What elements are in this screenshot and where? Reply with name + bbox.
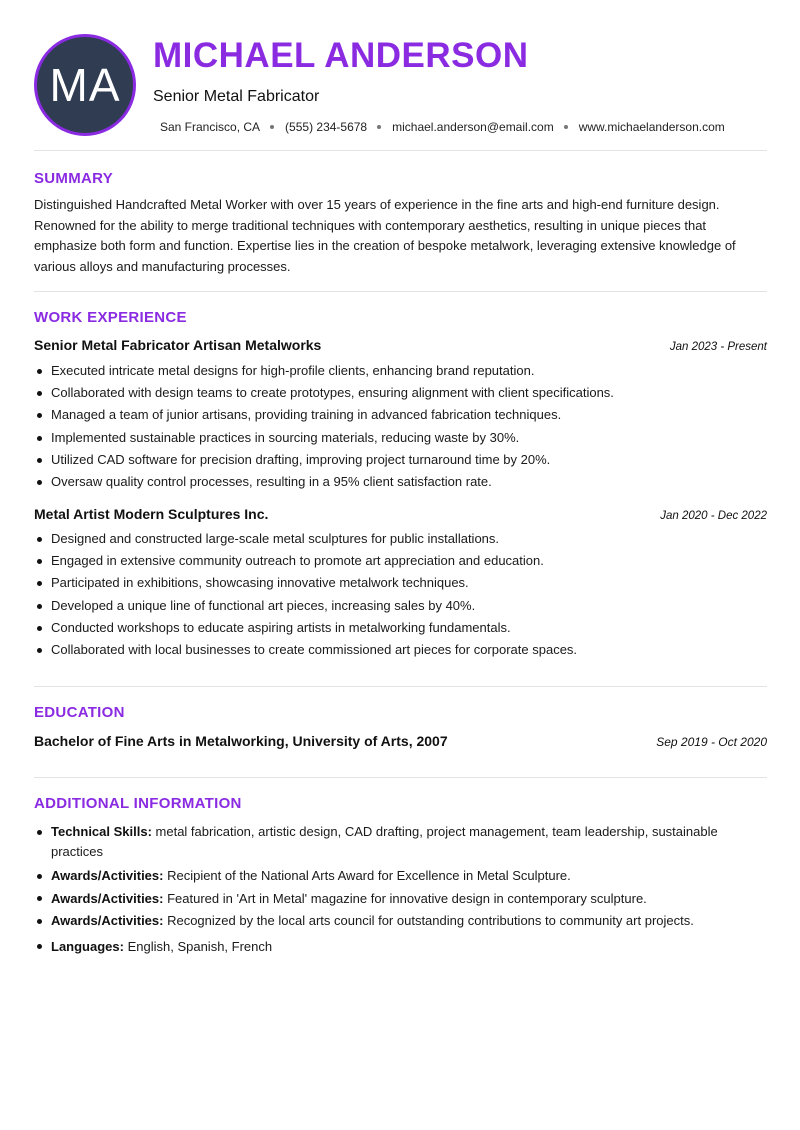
divider [34, 777, 767, 778]
list-item [34, 822, 767, 861]
list-item [34, 911, 767, 931]
list-item: Implemented sustainable practices in sourcing materials, reducing waste by 30%. [34, 427, 767, 449]
work-experience-heading: WORK EXPERIENCE [34, 309, 187, 326]
list-item [34, 889, 767, 909]
list-item: Engaged in extensive community outreach to promote art appreciation and education. [34, 550, 767, 572]
list-item: Participated in exhibitions, showcasing innovative metalwork techniques. [34, 572, 767, 594]
additional-info-heading: ADDITIONAL INFORMATION [34, 795, 242, 812]
info-text: Recognized by the local arts council for outstanding contributions to community art projects. [163, 913, 694, 928]
list-item [34, 937, 767, 957]
education-entry [34, 733, 767, 749]
job-role: Metal Artist Modern Sculptures Inc. [34, 506, 269, 522]
list-item: Collaborated with local businesses to create commissioned art pieces for corporate spaces. [34, 639, 767, 661]
list-item: Utilized CAD software for precision drafting, improving project turnaround time by 20%. [34, 449, 767, 471]
info-label: Awards/Activities: [51, 868, 164, 883]
avatar-initials: MA [49, 59, 121, 111]
list-item: Collaborated with design teams to create prototypes, ensuring alignment with client specifications. [34, 382, 767, 404]
additional-info-list [34, 822, 767, 956]
list-item [34, 866, 767, 886]
education-heading: EDUCATION [34, 704, 125, 721]
info-label: Awards/Activities: [51, 913, 164, 928]
separator-dot-icon [377, 125, 381, 129]
list-item: Executed intricate metal designs for high-profile clients, enhancing brand reputation. [34, 360, 767, 382]
info-label: Technical Skills: [51, 824, 152, 839]
contact-website[interactable]: www.michaelanderson.com [578, 120, 725, 134]
info-text: Recipient of the National Arts Award for Excellence in Metal Sculpture. [163, 868, 571, 883]
summary-text: Distinguished Handcrafted Metal Worker with over 15 years of experience in the fine arts and high-end furniture design. Renowned for the ability to merge traditional techniques with contemporary aesthetics, resulting in unique pieces that emphasize both form and function. Expertise lies in the creation of bespoke metalwork, leveraging extensive knowledge of various alloys and manufacturing processes. [34, 197, 736, 274]
contact-email[interactable]: michael.anderson@email.com [392, 120, 554, 134]
separator-dot-icon [564, 125, 568, 129]
contact-phone: (555) 234-5678 [285, 120, 368, 134]
list-item: Conducted workshops to educate aspiring artists in metalworking fundamentals. [34, 617, 767, 639]
candidate-title: Senior Metal Fabricator [153, 88, 320, 105]
job-bullet-list [34, 360, 767, 493]
summary-heading: SUMMARY [34, 170, 114, 187]
job-bullet-list [34, 528, 767, 661]
info-text: Featured in 'Art in Metal' magazine for innovative design in contemporary sculpture. [163, 890, 647, 906]
separator-dot-icon [270, 125, 274, 129]
contact-location: San Francisco, CA [160, 120, 261, 134]
job-role: Senior Metal Fabricator Artisan Metalworks [34, 337, 322, 353]
info-label: Awards/Activities: [51, 890, 164, 906]
job-dates: Jan 2020 - Dec 2022 [660, 510, 767, 522]
list-item: Developed a unique line of functional art pieces, increasing sales by 40%. [34, 595, 767, 617]
list-item: Oversaw quality control processes, resulting in a 95% client satisfaction rate. [34, 471, 767, 493]
education-degree: Bachelor of Fine Arts in Metalworking, University of Arts, 2007 [34, 733, 448, 749]
education-dates: Sep 2019 - Oct 2020 [656, 735, 767, 749]
avatar [34, 34, 136, 136]
contact-line [160, 120, 725, 134]
list-item: Designed and constructed large-scale metal sculptures for public installations. [34, 528, 767, 550]
job-header [34, 337, 767, 353]
divider [34, 686, 767, 687]
info-label: Languages: [51, 938, 124, 954]
candidate-name: MICHAEL ANDERSON [153, 36, 529, 75]
list-item: Managed a team of junior artisans, providing training in advanced fabrication techniques. [34, 404, 767, 426]
job-dates: Jan 2023 - Present [669, 341, 767, 353]
info-text: English, Spanish, French [123, 938, 273, 954]
job-header [34, 506, 767, 522]
divider [34, 291, 767, 292]
divider [34, 150, 767, 151]
info-text: metal fabrication, artistic design, CAD drafting, project management, team leadership, sustainable practices [51, 824, 718, 859]
